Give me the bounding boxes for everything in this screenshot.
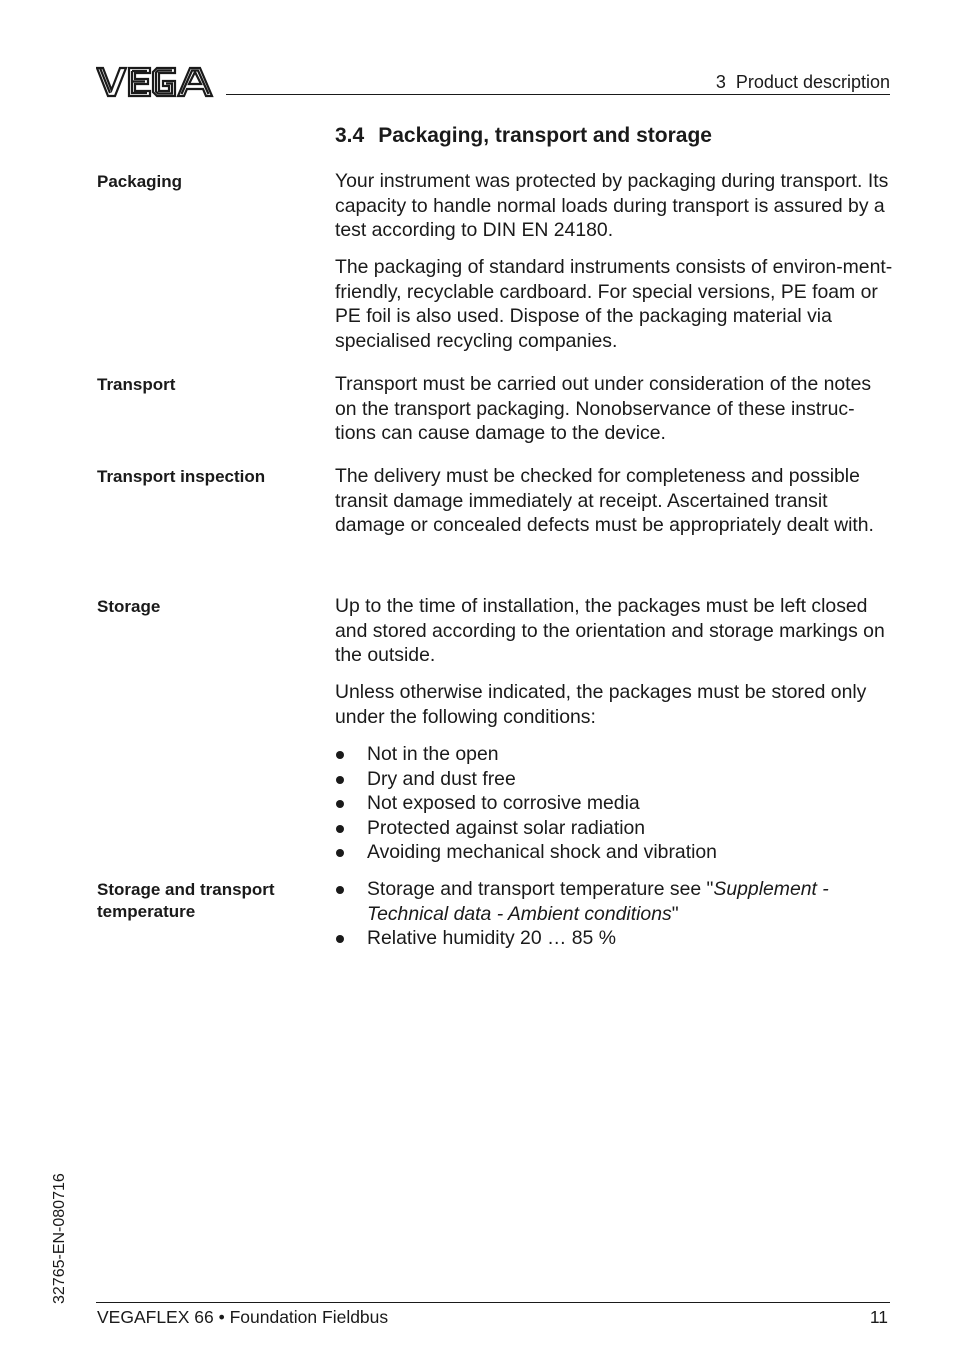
chapter-number: 3 xyxy=(715,72,726,92)
label-storage-transport-temperature: Storage and transport temperature xyxy=(97,880,275,921)
section-number: 3.4 xyxy=(335,124,365,147)
list-item: Not exposed to corrosive media xyxy=(335,791,895,816)
bullet-dot xyxy=(336,800,344,808)
list-item: Not in the open xyxy=(335,742,895,767)
running-header xyxy=(716,72,890,93)
bullet-dot xyxy=(336,849,344,857)
page-number: 11 xyxy=(869,1307,888,1327)
section-title: Packaging, transport and storage xyxy=(378,124,712,147)
label-transport-inspection: Transport inspection xyxy=(97,467,266,486)
list-item: Avoiding mechanical shock and vibration xyxy=(335,840,895,865)
label-transport: Transport xyxy=(97,375,176,394)
storage-paragraph-2: Unless otherwise indicated, the packages must be stored only under the following conditions: xyxy=(335,681,867,728)
header-rule xyxy=(226,94,890,95)
bullet-dot xyxy=(336,751,344,759)
list-item: Storage and transport temperature see "Supplement - Technical data - Ambient conditions" xyxy=(335,877,895,926)
temperature-humidity-list xyxy=(335,877,895,951)
footer-rule xyxy=(96,1302,890,1303)
bullet-dot xyxy=(336,776,344,784)
transport-inspection-paragraph: The delivery must be checked for completeness and possible transit damage immediately at receipt. Ascertained transit damage or concealed defects must be appropriately dealt with. xyxy=(335,465,874,537)
bullet-dot xyxy=(336,935,344,943)
packaging-paragraph-2: The packaging of standard instruments consists of environ-ment-friendly, recyclable cardboard. For special versions, PE foam or PE foil is also used. Dispose of the packaging material via specialised recycling companies. xyxy=(335,256,893,352)
storage-conditions-list xyxy=(335,742,895,865)
bullet-dot xyxy=(336,825,344,833)
bullet-dot xyxy=(336,886,344,894)
label-packaging: Packaging xyxy=(97,172,183,191)
vega-logo xyxy=(96,66,214,98)
footer-document-title: VEGAFLEX 66 • Foundation Fieldbus xyxy=(97,1307,389,1327)
list-item: Relative humidity 20 … 85 % xyxy=(335,926,895,951)
document-code: 32765-EN-080716 xyxy=(51,1173,68,1304)
storage-paragraph-1: Up to the time of installation, the packages must be left closed and stored according to the orientation and storage markings on the outside. xyxy=(335,595,885,667)
packaging-paragraph-1: Your instrument was protected by packaging during transport. Its capacity to handle normal loads during transport is assured by a test according to DIN EN 24180. xyxy=(335,170,889,242)
chapter-title: Product description xyxy=(735,72,890,92)
label-storage: Storage xyxy=(97,597,161,616)
section-heading xyxy=(335,124,712,148)
transport-paragraph: Transport must be carried out under consideration of the notes on the transport packaging. Nonobservance of these instruc-tions can cause damage to the device. xyxy=(335,373,872,445)
list-item: Dry and dust free xyxy=(335,767,895,792)
list-item: Protected against solar radiation xyxy=(335,816,895,841)
supplement-reference: Supplement - Technical data - Ambient conditions xyxy=(367,878,829,925)
